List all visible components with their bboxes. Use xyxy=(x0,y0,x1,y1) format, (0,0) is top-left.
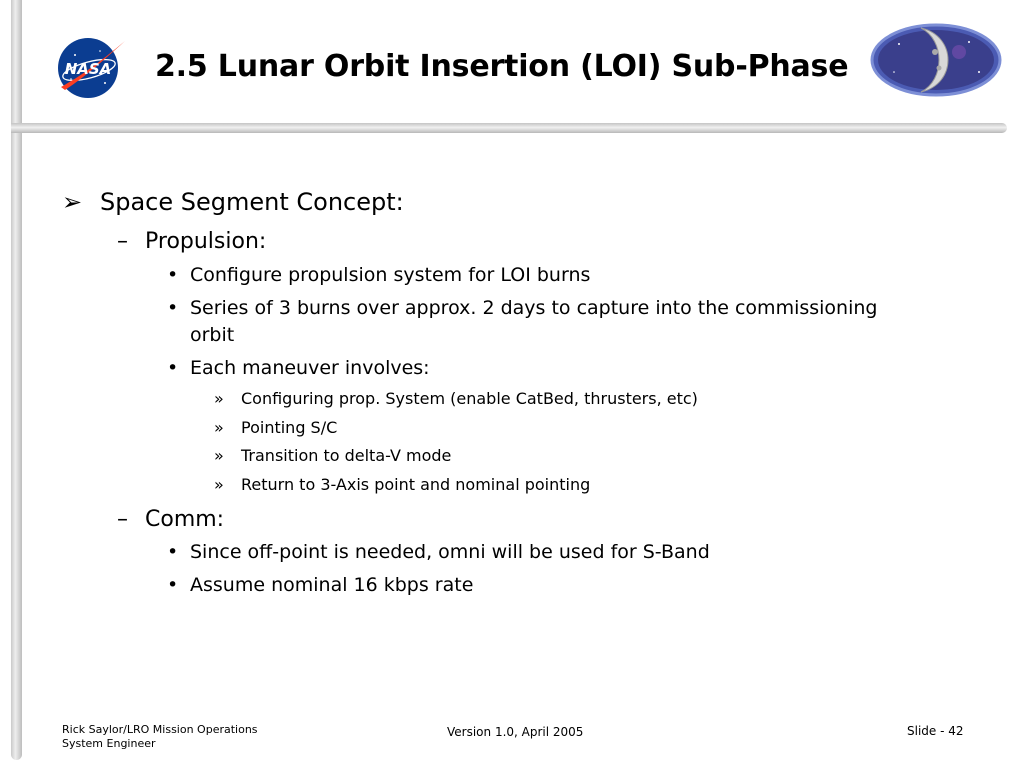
dot-bullet-icon: • xyxy=(167,264,179,286)
maneuver-subitem: Transition to delta-V mode xyxy=(241,446,452,465)
dash-bullet-icon: – xyxy=(117,507,128,532)
comm-item: Since off-point is needed, omni will be used for S-Band xyxy=(190,541,710,563)
dash-bullet-icon: – xyxy=(117,229,128,254)
nasa-logo xyxy=(55,37,127,99)
svg-text:NASA: NASA xyxy=(64,60,112,78)
left-frame-bar xyxy=(11,0,22,760)
slide-title: 2.5 Lunar Orbit Insertion (LOI) Sub-Phase xyxy=(155,49,849,84)
lro-logo xyxy=(869,22,1003,98)
maneuver-subitem: Pointing S/C xyxy=(241,418,338,437)
chevron-bullet-icon: » xyxy=(214,446,224,465)
propulsion-item-continuation: orbit xyxy=(190,324,235,346)
comm-label: Comm: xyxy=(145,507,225,532)
propulsion-item: Configure propulsion system for LOI burns xyxy=(190,264,591,286)
footer-slide-number: Slide - 42 xyxy=(907,724,964,738)
dot-bullet-icon: • xyxy=(167,357,179,379)
dot-bullet-icon: • xyxy=(167,541,179,563)
maneuver-subitem: Return to 3-Axis point and nominal pointing xyxy=(241,475,591,494)
header-divider-bar xyxy=(11,123,1007,133)
maneuver-subitem: Configuring prop. System (enable CatBed, thrusters, etc) xyxy=(241,389,698,408)
propulsion-item: Each maneuver involves: xyxy=(190,357,430,379)
comm-item: Assume nominal 16 kbps rate xyxy=(190,574,474,596)
footer-author-line2: System Engineer xyxy=(62,737,156,750)
dot-bullet-icon: • xyxy=(167,574,179,596)
footer-version: Version 1.0, April 2005 xyxy=(447,725,584,739)
arrow-bullet-icon: ➢ xyxy=(62,188,83,216)
footer-author-line1: Rick Saylor/LRO Mission Operations xyxy=(62,723,258,736)
chevron-bullet-icon: » xyxy=(214,418,224,437)
chevron-bullet-icon: » xyxy=(214,389,224,408)
dot-bullet-icon: • xyxy=(167,297,179,319)
footer-author xyxy=(62,723,258,751)
propulsion-label: Propulsion: xyxy=(145,229,267,254)
chevron-bullet-icon: » xyxy=(214,475,224,494)
propulsion-item: Series of 3 burns over approx. 2 days to capture into the commissioning xyxy=(190,297,878,319)
heading-space-segment: Space Segment Concept: xyxy=(100,188,404,216)
